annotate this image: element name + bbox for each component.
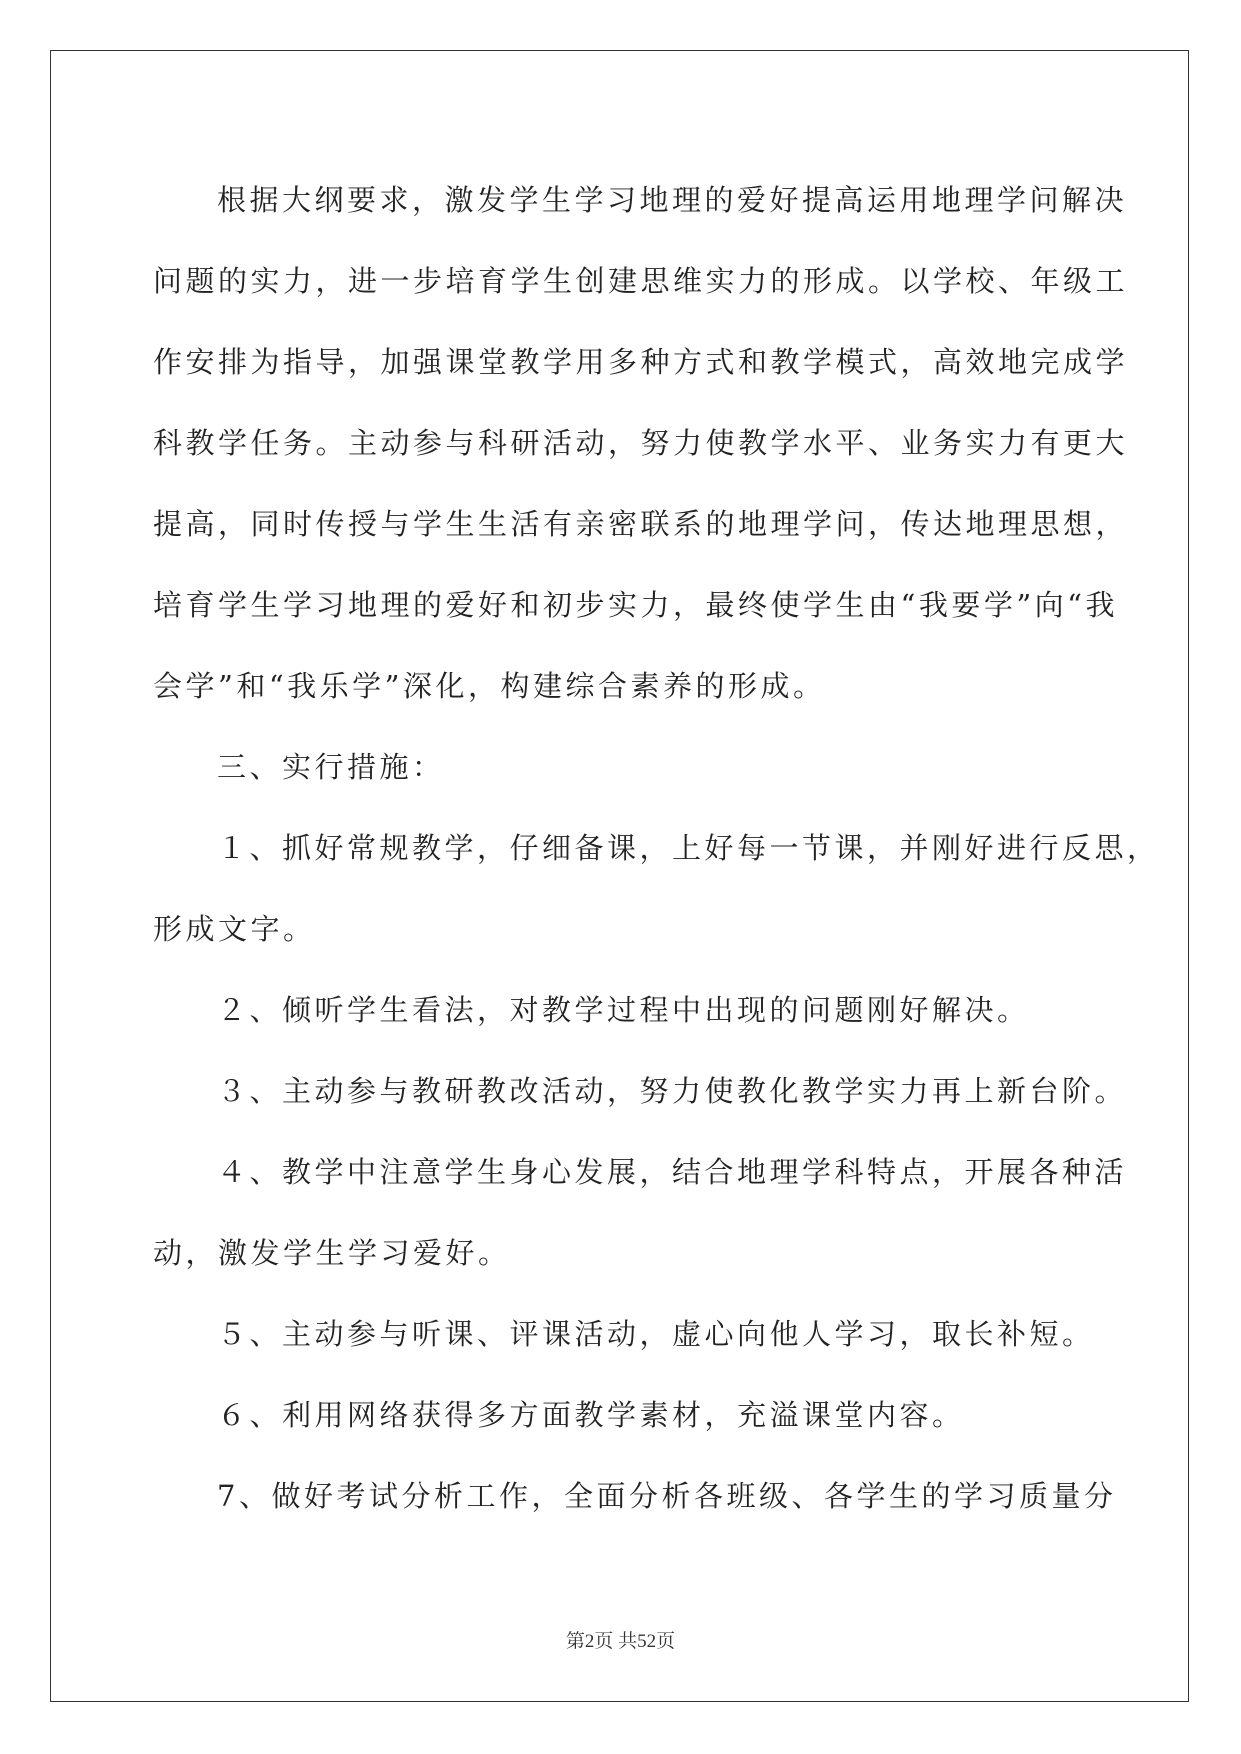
text-line: 科教学任务。主动参与科研活动，努力使教学水平、业务实力有更大 [153,426,1129,460]
text-line: 三、实行措施： [217,750,445,784]
text-line: ５、主动参与听课、评课活动，虚心向他人学习，取长补短。 [217,1317,1095,1351]
document-body [153,160,1160,1537]
text-line: 提高，同时传授与学生生活有亲密联系的地理学问，传达地理思想， [153,507,1129,541]
text-line: ３、主动参与教研教改活动，努力使教化教学实力再上新台阶。 [217,1074,1128,1108]
page-number-label: 第2页 共52页 [565,1631,676,1652]
text-line: ６、利用网络获得多方面教学素材，充溢课堂内容。 [217,1398,965,1432]
text-line: 根据大纲要求，激发学生学习地理的爱好提高运用地理学问解决 [217,183,1128,217]
text-line: 会学”和“我乐学”深化，构建综合素养的形成。 [153,669,826,703]
text-line: １、抓好常规教学，仔细备课，上好每一节课，并刚好进行反思， [217,831,1160,865]
text-line: ２、倾听学生看法，对教学过程中出现的问题刚好解决。 [217,993,1030,1027]
text-line: ４、教学中注意学生身心发展，结合地理学科特点，开展各种活 [217,1155,1128,1189]
text-line: 作安排为指导，加强课堂教学用多种方式和教学模式，高效地完成学 [153,345,1129,379]
text-line: 问题的实力，进一步培育学生创建思维实力的形成。以学校、年级工 [153,264,1129,298]
text-line: 形成文字。 [153,912,316,946]
text-line: 7、做好考试分析工作，全面分析各班级、各学生的学习质量分 [217,1479,1117,1513]
page-footer [0,1626,1241,1653]
text-line: 培育学生学习地理的爱好和初步实力，最终使学生由“我要学”向“我 [153,588,1118,622]
text-line: 动，激发学生学习爱好。 [153,1236,511,1270]
